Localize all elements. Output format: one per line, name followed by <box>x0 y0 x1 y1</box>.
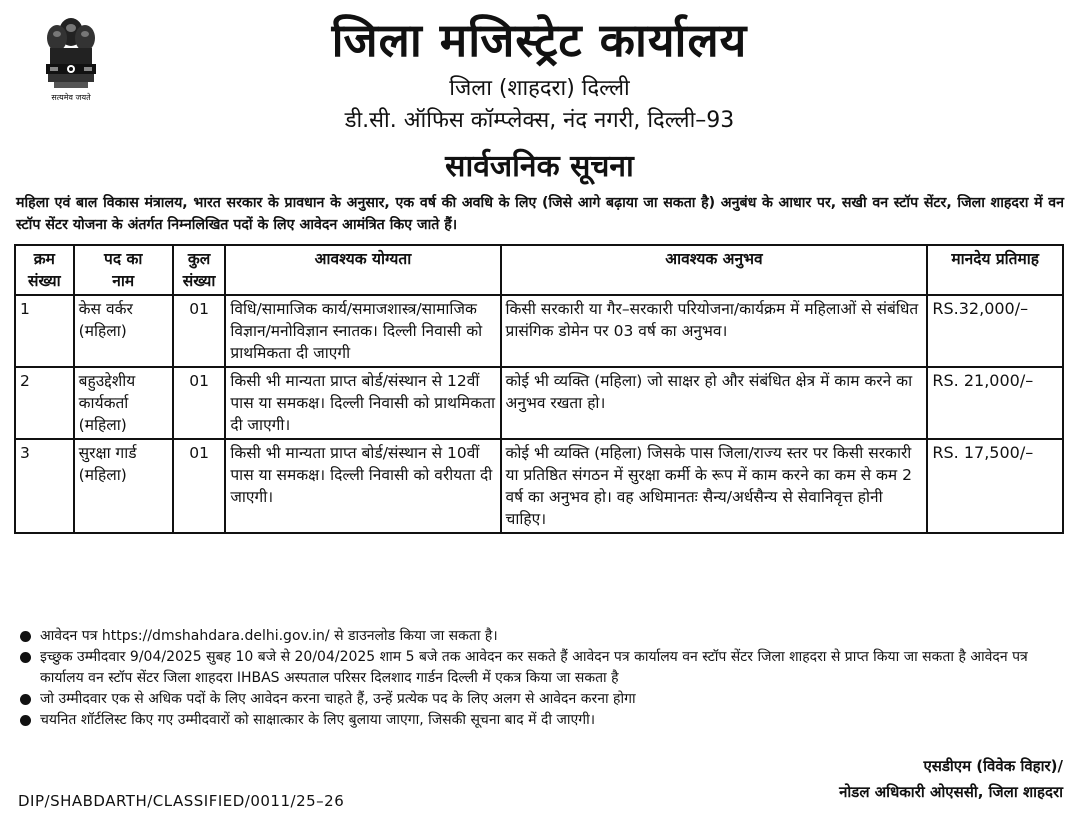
header-post-line1: पद का <box>104 250 143 268</box>
notice-heading: सार्वजनिक सूचना <box>445 149 634 184</box>
list-item <box>18 689 1068 710</box>
header-serial-line1: क्रम <box>33 250 55 268</box>
cell-honorarium: RS. 17,500/– <box>927 439 1063 533</box>
header-post <box>74 245 173 295</box>
cell-serial: 2 <box>15 367 74 439</box>
note-text: इच्छुक उम्मीदवार 9/04/2025 सुबह 10 बजे से 20/04/2025 शाम 5 बजे तक आवेदन कर सकते हैं आवेदन पत्र कार्यालय वन स्टॉप सेंटर जिला शाहदरा से प्राप्त किया जा सकता है आवेदन पत्र कार्यालय वन स्टॉप सेंटर जिला शाहदरा IHBAS अस्पताल परिसर दिलशाद गार्डन दिल्ली में एकत्र किया जा सकता है <box>40 649 1028 686</box>
cell-count: 01 <box>173 295 226 367</box>
office-title: जिला मजिस्ट्रेट कार्यालय <box>331 13 748 67</box>
header-count-line1: कुल <box>187 250 211 268</box>
notes-list <box>18 626 1068 731</box>
note-text: चयनित शॉर्टलिस्ट किए गए उम्मीदवारों को साक्षात्कार के लिए बुलाया जाएगा, जिसकी सूचना बाद में दी जाएगी। <box>40 712 596 728</box>
cell-post: बहुउद्देशीय कार्यकर्ता (महिला) <box>74 367 173 439</box>
cell-count: 01 <box>173 439 226 533</box>
header-count <box>173 245 226 295</box>
cell-experience: किसी सरकारी या गैर–सरकारी परियोजना/कार्यक्रम में महिलाओं से संबंधित प्रासंगिक डोमेन पर 03 वर्ष का अनुभव। <box>501 295 928 367</box>
table-row <box>15 295 1063 367</box>
bullet-dot-icon <box>20 631 31 642</box>
cell-post: केस वर्कर (महिला) <box>74 295 173 367</box>
bullet-dot-icon <box>20 715 31 726</box>
cell-post: सुरक्षा गार्ड (महिला) <box>74 439 173 533</box>
note-text: जो उम्मीदवार एक से अधिक पदों के लिए आवेदन करना चाहते हैं, उन्हें प्रत्येक पद के लिए अलग से आवेदन करना होगा <box>40 691 636 707</box>
header-count-line2: संख्या <box>182 272 216 290</box>
cell-qualification: किसी भी मान्यता प्राप्त बोर्ड/संस्थान से 12वीं पास या समकक्ष। दिल्ली निवासी को प्राथमिकता दी जाएगी। <box>225 367 500 439</box>
cell-count: 01 <box>173 367 226 439</box>
header-experience: आवश्यक अनुभव <box>501 245 928 295</box>
signatory-designation: एसडीएम (विवेक विहार)/ <box>923 757 1063 775</box>
list-item <box>18 647 1068 689</box>
header-honorarium: मानदेय प्रतिमाह <box>927 245 1063 295</box>
cell-serial: 1 <box>15 295 74 367</box>
cell-experience: कोई भी व्यक्ति (महिला) जिसके पास जिला/राज्य स्तर पर किसी सरकारी या प्रतिष्ठित संगठन में सुरक्षा कर्मी के रूप में काम करने का कम से कम 2 वर्ष का अनुभव हो। वह अधिमानतः सैन्य/अर्धसैन्य से सेवानिवृत्त होनी चाहिए। <box>501 439 928 533</box>
header-serial <box>15 245 74 295</box>
cell-honorarium: RS.32,000/– <box>927 295 1063 367</box>
note-text: आवेदन पत्र https://dmshahdara.delhi.gov.in/ से डाउनलोड किया जा सकता है। <box>40 628 498 644</box>
cell-qualification: किसी भी मान्यता प्राप्त बोर्ड/संस्थान से 10वीं पास या समकक्ष। दिल्ली निवासी को वरीयता दी जाएगी। <box>225 439 500 533</box>
emblem-caption: सत्यमेव जयते <box>51 93 91 102</box>
list-item <box>18 626 1068 647</box>
address-line: डी.सी. ऑफिस कॉम्प्लेक्स, नंद नगरी, दिल्ली–93 <box>344 108 735 133</box>
table-header-row <box>15 245 1063 295</box>
district-line: जिला (शाहदरा) दिल्ली <box>449 76 630 101</box>
table-row <box>15 367 1063 439</box>
classified-reference: DIP/SHABDARTH/CLASSIFIED/0011/25–26 <box>18 792 345 810</box>
bullet-dot-icon <box>20 652 31 663</box>
header-serial-line2: संख्या <box>28 272 61 290</box>
intro-paragraph: महिला एवं बाल विकास मंत्रालय, भारत सरकार के प्रावधान के अनुसार, एक वर्ष की अवधि के लिए (जिसे आगे बढ़ाया जा सकता है) अनुबंध के आधार पर, सखी वन स्टॉप सेंटर, जिला शाहदरा में वन स्टॉप सेंटर योजना के अंतर्गत निम्नलिखित पदों के लिए आवेदन आमंत्रित किए जाते हैं। <box>16 195 1064 233</box>
cell-qualification: विधि/सामाजिक कार्य/समाजशास्त्र/सामाजिक विज्ञान/मनोविज्ञान स्नातक। दिल्ली निवासी को प्राथमिकता दी जाएगी <box>225 295 500 367</box>
cell-experience: कोई भी व्यक्ति (महिला) जो साक्षर हो और संबंधित क्षेत्र में काम करने का अनुभव रखता हो। <box>501 367 928 439</box>
header-post-line2: नाम <box>112 272 135 290</box>
cell-serial: 3 <box>15 439 74 533</box>
bullet-dot-icon <box>20 694 31 705</box>
header-qualification: आवश्यक योग्यता <box>225 245 500 295</box>
posts-table <box>14 244 1064 534</box>
table-row <box>15 439 1063 533</box>
cell-honorarium: RS. 21,000/– <box>927 367 1063 439</box>
list-item <box>18 710 1068 731</box>
signatory-office: नोडल अधिकारी ओएससी, जिला शाहदरा <box>839 783 1063 801</box>
